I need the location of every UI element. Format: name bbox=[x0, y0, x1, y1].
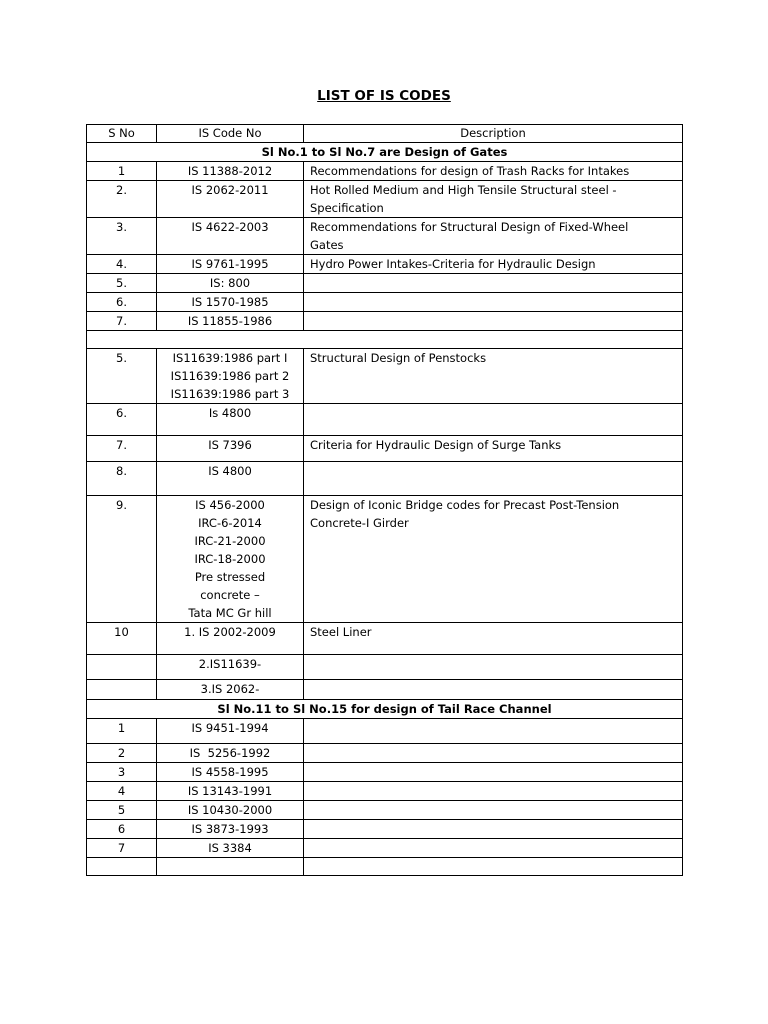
code-cell: IS 4622-2003 bbox=[157, 218, 304, 255]
code-line: IRC-21-2000 bbox=[194, 534, 266, 548]
description-cell: Recommendations for design of Trash Racks for Intakes bbox=[304, 162, 683, 181]
description-cell bbox=[304, 293, 683, 312]
code-cell: 3.IS 2062- bbox=[157, 680, 304, 700]
description-cell bbox=[304, 655, 683, 680]
code-cell: IS 9451-1994 bbox=[157, 719, 304, 744]
table-row bbox=[87, 436, 683, 462]
code-line: IRC-18-2000 bbox=[194, 552, 266, 566]
header-code: IS Code No bbox=[157, 125, 304, 143]
empty-cell bbox=[304, 858, 683, 876]
table-row bbox=[87, 293, 683, 312]
description-cell bbox=[304, 801, 683, 820]
sno-cell: 5 bbox=[87, 801, 157, 820]
section-row-tail-race bbox=[87, 700, 683, 719]
sno-cell: 2. bbox=[87, 181, 157, 218]
description-line: Concrete-I Girder bbox=[310, 516, 409, 530]
table-row bbox=[87, 623, 683, 655]
code-cell: IS 3384 bbox=[157, 839, 304, 858]
description-cell bbox=[304, 274, 683, 293]
code-line: Pre stressed bbox=[194, 570, 266, 584]
table-row bbox=[87, 274, 683, 293]
table-row bbox=[87, 162, 683, 181]
table-row bbox=[87, 782, 683, 801]
empty-row bbox=[87, 858, 683, 876]
sno-cell: 10 bbox=[87, 623, 157, 655]
sno-cell: 9. bbox=[87, 496, 157, 623]
code-cell: IS 4800 bbox=[157, 462, 304, 496]
code-cell: IS 11388-2012 bbox=[157, 162, 304, 181]
description-cell bbox=[304, 312, 683, 331]
empty-cell bbox=[87, 858, 157, 876]
description-cell bbox=[304, 763, 683, 782]
sno-cell: 8. bbox=[87, 462, 157, 496]
sno-cell: 5. bbox=[87, 349, 157, 404]
section-heading-tail-race: Sl No.11 to Sl No.15 for design of Tail Race Channel bbox=[87, 700, 683, 719]
sno-cell: 7 bbox=[87, 839, 157, 858]
table-row bbox=[87, 312, 683, 331]
description-cell bbox=[304, 839, 683, 858]
description-cell: Criteria for Hydraulic Design of Surge Tanks bbox=[304, 436, 683, 462]
code-cell: IS 7396 bbox=[157, 436, 304, 462]
table-row bbox=[87, 680, 683, 700]
description-cell bbox=[304, 218, 683, 255]
description-cell bbox=[304, 719, 683, 744]
sno-cell: 6 bbox=[87, 820, 157, 839]
code-line: IS11639:1986 part I bbox=[172, 351, 288, 365]
code-cell: Is 4800 bbox=[157, 404, 304, 436]
sno-cell: 1 bbox=[87, 719, 157, 744]
table-row bbox=[87, 719, 683, 744]
table-row bbox=[87, 655, 683, 680]
description-cell: Hydro Power Intakes-Criteria for Hydraulic Design bbox=[304, 255, 683, 274]
description-line: Specification bbox=[310, 201, 384, 215]
description-cell bbox=[304, 744, 683, 763]
empty-cell bbox=[157, 858, 304, 876]
description-cell bbox=[304, 680, 683, 700]
code-cell: IS 9761-1995 bbox=[157, 255, 304, 274]
description-line: Hot Rolled Medium and High Tensile Structural steel - bbox=[310, 183, 617, 197]
table-row bbox=[87, 255, 683, 274]
section-heading-gates: Sl No.1 to Sl No.7 are Design of Gates bbox=[87, 143, 683, 162]
code-cell: 2.IS11639- bbox=[157, 655, 304, 680]
page-title-text: LIST OF IS CODES bbox=[317, 88, 451, 104]
description-cell bbox=[304, 462, 683, 496]
code-cell: IS 1570-1985 bbox=[157, 293, 304, 312]
code-cell: IS 11855-1986 bbox=[157, 312, 304, 331]
description-cell: Structural Design of Penstocks bbox=[304, 349, 683, 404]
code-line: concrete – bbox=[200, 588, 260, 602]
code-cell: IS 5256-1992 bbox=[157, 744, 304, 763]
header-sno: S No bbox=[87, 125, 157, 143]
code-cell: IS 13143-1991 bbox=[157, 782, 304, 801]
table-row bbox=[87, 839, 683, 858]
table-row bbox=[87, 496, 683, 623]
sno-cell: 6. bbox=[87, 293, 157, 312]
description-cell bbox=[304, 820, 683, 839]
sno-cell bbox=[87, 680, 157, 700]
table-header-row bbox=[87, 125, 683, 143]
description-line: Recommendations for Structural Design of Fixed-Wheel bbox=[310, 220, 629, 234]
description-cell bbox=[304, 496, 683, 623]
code-line: IS 456-2000 bbox=[195, 498, 265, 512]
code-cell: IS: 800 bbox=[157, 274, 304, 293]
code-cell bbox=[157, 496, 304, 623]
table-row bbox=[87, 404, 683, 436]
code-cell: 1. IS 2002-2009 bbox=[157, 623, 304, 655]
section-row-gates bbox=[87, 143, 683, 162]
page-title bbox=[0, 88, 768, 104]
description-cell bbox=[304, 404, 683, 436]
code-cell: IS 2062-2011 bbox=[157, 181, 304, 218]
code-cell: IS 10430-2000 bbox=[157, 801, 304, 820]
description-cell bbox=[304, 181, 683, 218]
code-line: Tata MC Gr hill bbox=[188, 606, 272, 620]
code-line: IS11639:1986 part 2 bbox=[170, 369, 290, 383]
code-line: IS11639:1986 part 3 bbox=[170, 387, 290, 401]
code-cell bbox=[157, 349, 304, 404]
table-row bbox=[87, 218, 683, 255]
sno-cell: 7. bbox=[87, 436, 157, 462]
empty-row bbox=[87, 331, 683, 349]
sno-cell: 3 bbox=[87, 763, 157, 782]
table-row bbox=[87, 820, 683, 839]
header-description: Description bbox=[304, 125, 683, 143]
table-row bbox=[87, 462, 683, 496]
sno-cell: 6. bbox=[87, 404, 157, 436]
table-row bbox=[87, 181, 683, 218]
sno-cell: 2 bbox=[87, 744, 157, 763]
sno-cell: 7. bbox=[87, 312, 157, 331]
description-line: Gates bbox=[310, 238, 344, 252]
code-cell: IS 3873-1993 bbox=[157, 820, 304, 839]
code-cell: IS 4558-1995 bbox=[157, 763, 304, 782]
sno-cell bbox=[87, 655, 157, 680]
is-codes-table bbox=[86, 124, 683, 876]
empty-cell bbox=[87, 331, 683, 349]
sno-cell: 5. bbox=[87, 274, 157, 293]
description-cell: Steel Liner bbox=[304, 623, 683, 655]
code-line: IRC-6-2014 bbox=[198, 516, 262, 530]
sno-cell: 4 bbox=[87, 782, 157, 801]
description-cell bbox=[304, 782, 683, 801]
table-row bbox=[87, 744, 683, 763]
table-row bbox=[87, 801, 683, 820]
sno-cell: 4. bbox=[87, 255, 157, 274]
table-row bbox=[87, 349, 683, 404]
sno-cell: 1 bbox=[87, 162, 157, 181]
sno-cell: 3. bbox=[87, 218, 157, 255]
description-line: Design of Iconic Bridge codes for Precast Post-Tension bbox=[310, 498, 620, 512]
table-row bbox=[87, 763, 683, 782]
